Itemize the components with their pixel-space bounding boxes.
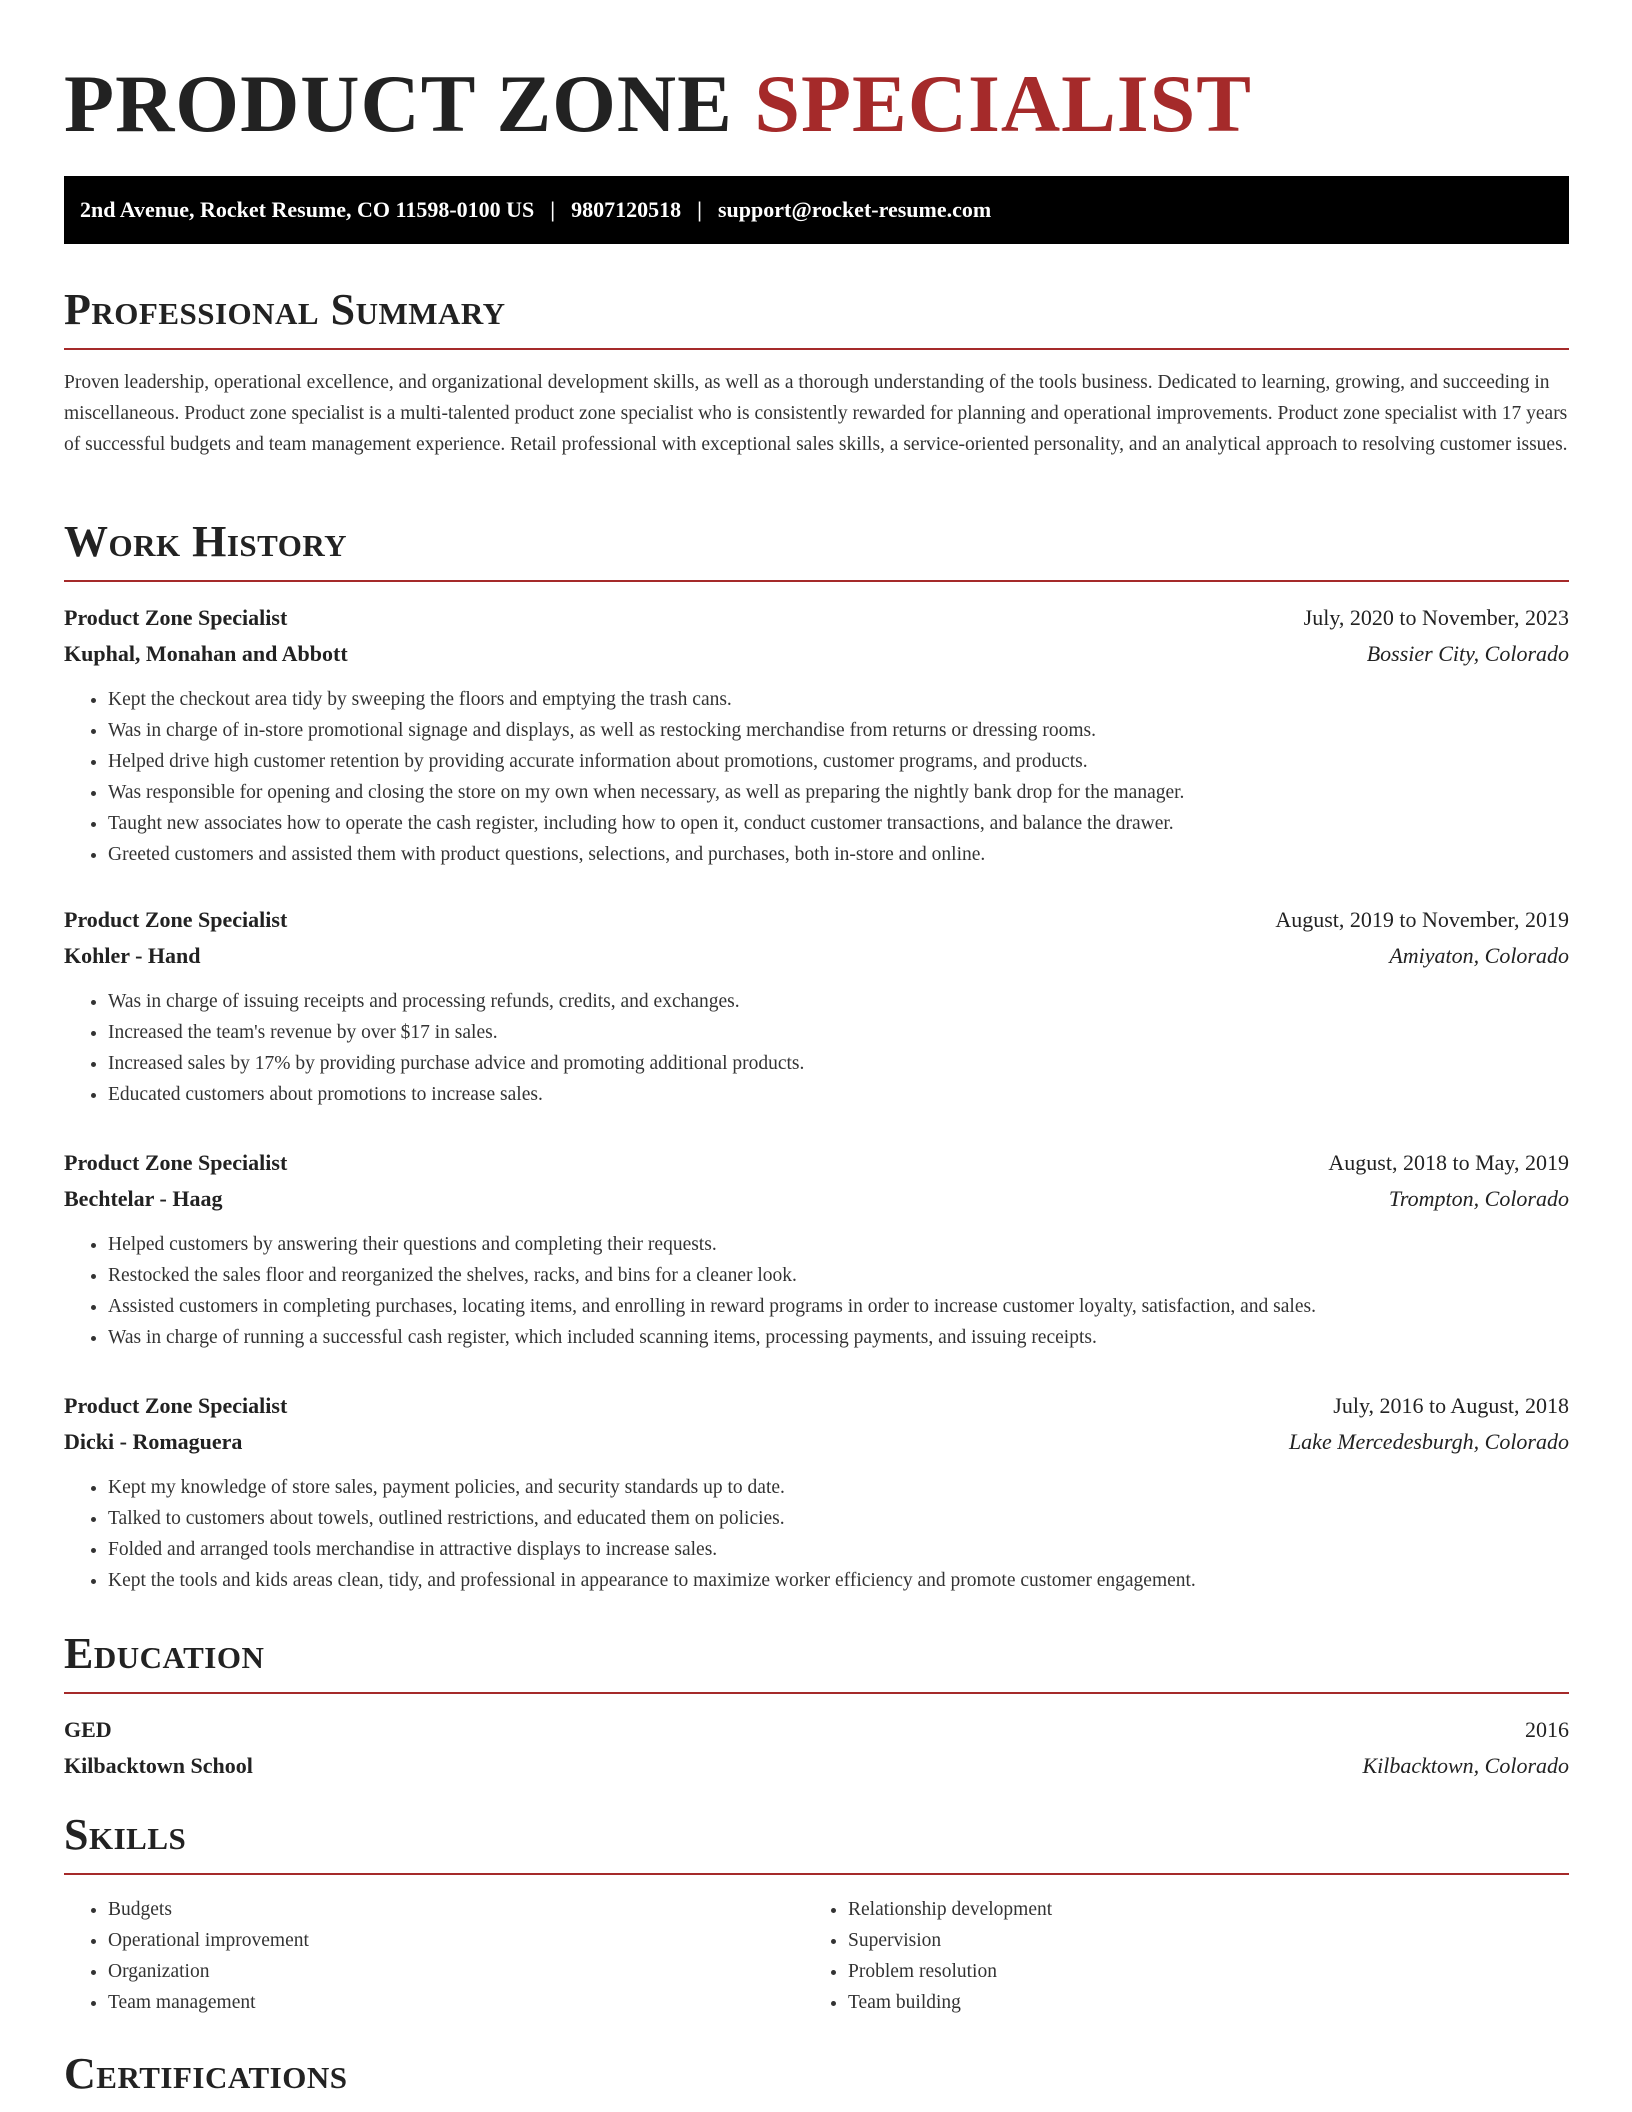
list-item: • Was in charge of in-store promotional signage and displays, as well as restocking merchandise from returns or dressing rooms.	[108, 715, 1569, 746]
job-entry	[64, 1145, 1569, 1353]
list-item: • Kept my knowledge of store sales, payment policies, and security standards up to date.	[108, 1472, 1569, 1503]
job-bullets	[64, 1472, 1569, 1596]
contact-phone: 9807120518	[571, 197, 682, 222]
list-item: • Kept the checkout area tidy by sweeping the floors and emptying the trash cans.	[108, 684, 1569, 715]
job-title: Product Zone Specialist	[64, 907, 288, 932]
work-history-heading: Work History	[64, 514, 1569, 582]
job-title-row	[64, 600, 1569, 636]
job-company: Kohler - Hand	[64, 943, 201, 968]
job-entry	[64, 1388, 1569, 1596]
job-company: Kuphal, Monahan and Abbott	[64, 641, 348, 666]
list-item: • Was responsible for opening and closing the store on my own when necessary, as well as preparing the nightly bank drop for the manager.	[108, 777, 1569, 808]
title-accent: SPECIALIST	[754, 58, 1252, 149]
list-item: • Taught new associates how to operate the cash register, including how to open it, conduct customer transactions, and balance the drawer.	[108, 808, 1569, 839]
job-company: Dicki - Romaguera	[64, 1429, 243, 1454]
list-item: • Greeted customers and assisted them with product questions, selections, and purchases, both in-store and online.	[108, 839, 1569, 870]
skills-list	[64, 1894, 1569, 2018]
contact-separator: |	[697, 197, 702, 222]
job-title: Product Zone Specialist	[64, 605, 288, 630]
job-company-row	[64, 938, 1569, 974]
list-item: • Team management	[108, 1987, 804, 2018]
list-item: • Operational improvement	[108, 1925, 804, 1956]
job-location: Lake Mercedesburgh, Colorado	[1288, 1429, 1569, 1454]
certifications-heading: Certifications	[64, 2049, 348, 2098]
contact-separator: |	[550, 197, 556, 222]
job-bullets	[64, 1229, 1569, 1353]
job-company-row	[64, 636, 1569, 672]
skills-column-right	[804, 1894, 1544, 2018]
contact-bar	[64, 176, 1569, 244]
education-heading: Education	[64, 1626, 1569, 1694]
list-item: • Kept the tools and kids areas clean, tidy, and professional in appearance to maximize worker efficiency and promote customer engagement.	[108, 1565, 1569, 1596]
job-title: Product Zone Specialist	[64, 1393, 288, 1418]
list-item: • Increased the team's revenue by over $17 in sales.	[108, 1017, 1569, 1048]
list-item: • Assisted customers in completing purchases, locating items, and enrolling in reward programs in order to increase customer loyalty, satisfaction, and sales.	[108, 1291, 1569, 1322]
list-item: • Restocked the sales floor and reorganized the shelves, racks, and bins for a cleaner look.	[108, 1260, 1569, 1291]
list-item: • Team building	[848, 1987, 1544, 2018]
list-item: • Increased sales by 17% by providing purchase advice and promoting additional products.	[108, 1048, 1569, 1079]
job-location: Trompton, Colorado	[1388, 1186, 1569, 1211]
list-item: • Organization	[108, 1956, 804, 1987]
contact-email: support@rocket-resume.com	[717, 197, 992, 222]
job-bullets	[64, 684, 1569, 870]
job-company-row	[64, 1424, 1569, 1460]
job-dates: August, 2018 to May, 2019	[1328, 1150, 1569, 1175]
job-company: Bechtelar - Haag	[64, 1186, 223, 1211]
skills-heading: Skills	[64, 1807, 1569, 1875]
job-title: Product Zone Specialist	[64, 1150, 288, 1175]
list-item: • Folded and arranged tools merchandise in attractive displays to increase sales.	[108, 1534, 1569, 1565]
job-title-row	[64, 1145, 1569, 1181]
education-school: Kilbacktown School	[64, 1753, 253, 1778]
job-title-row	[64, 1388, 1569, 1424]
list-item: • Talked to customers about towels, outlined restrictions, and educated them on policies.	[108, 1503, 1569, 1534]
list-item: • Relationship development	[848, 1894, 1544, 1925]
job-dates: August, 2019 to November, 2019	[1275, 907, 1569, 932]
job-location: Bossier City, Colorado	[1366, 641, 1569, 666]
job-entry	[64, 902, 1569, 1110]
list-item: • Problem resolution	[848, 1956, 1544, 1987]
list-item: • Educated customers about promotions to increase sales.	[108, 1079, 1569, 1110]
education-location: Kilbacktown, Colorado	[1362, 1753, 1569, 1778]
list-item: • Was in charge of issuing receipts and processing refunds, credits, and exchanges.	[108, 986, 1569, 1017]
job-dates: July, 2020 to November, 2023	[1303, 605, 1569, 630]
list-item: • Budgets	[108, 1894, 804, 1925]
summary-text: Proven leadership, operational excellence, and organizational development skills, as well as a thorough understanding of the tools business. Dedicated to learning, growing, and succeeding in miscellaneous. Product zone specialist is a multi-talented product zone specialist who is consistently rewarded for planning and operational improvements. Product zone specialist with 17 years of successful budgets and team management experience. Retail professional with exceptional sales skills, a service-oriented personality, and an analytical approach to resolving customer issues.	[64, 372, 1568, 455]
job-company-row	[64, 1181, 1569, 1217]
education-degree-row	[64, 1712, 1569, 1748]
job-entry	[64, 600, 1569, 870]
education-entry	[64, 1712, 1569, 1784]
title-main: PRODUCT ZONE	[64, 58, 733, 149]
job-dates: July, 2016 to August, 2018	[1333, 1393, 1569, 1418]
list-item: • Helped customers by answering their questions and completing their requests.	[108, 1229, 1569, 1260]
education-school-row	[64, 1748, 1569, 1784]
list-item: • Supervision	[848, 1925, 1544, 1956]
skills-column-left	[64, 1894, 804, 2018]
job-bullets	[64, 986, 1569, 1110]
list-item: • Was in charge of running a successful cash register, which included scanning items, processing payments, and issuing receipts.	[108, 1322, 1569, 1353]
education-degree: GED	[64, 1717, 112, 1742]
summary-heading: Professional Summary	[64, 282, 1569, 350]
contact-address: 2nd Avenue, Rocket Resume, CO 11598-0100 US	[80, 197, 535, 222]
page-title	[64, 54, 1252, 154]
education-year: 2016	[1525, 1717, 1569, 1742]
job-title-row	[64, 902, 1569, 938]
job-location: Amiyaton, Colorado	[1389, 943, 1569, 968]
list-item: • Helped drive high customer retention by providing accurate information about promotions, customer programs, and products.	[108, 746, 1569, 777]
